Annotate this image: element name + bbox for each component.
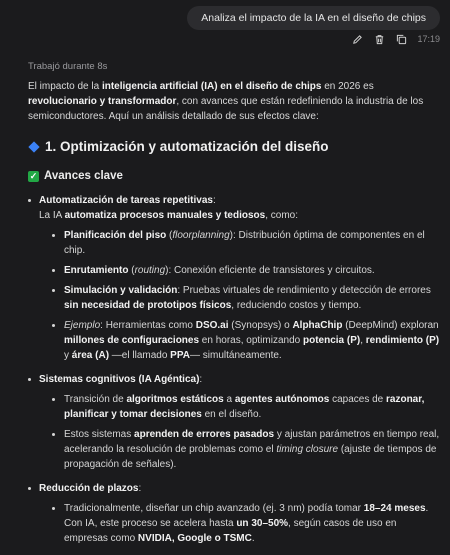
sub-bold: PPA [170, 350, 190, 361]
intro-bold: inteligencia artificial (IA) en el diseño de chips [101, 81, 322, 92]
sub-bold: Enrutamiento [64, 265, 129, 276]
sub-italic: routing [134, 265, 166, 276]
list-item [28, 372, 442, 387]
thinking-label[interactable]: Trabajó durante 8s [28, 61, 108, 72]
sub-text: (ajuste de tiempos de propagación de señales). [64, 444, 437, 470]
sub-bold: algoritmos estáticos [126, 394, 224, 405]
sub-bold: NVIDIA, Google o TSMC [137, 533, 252, 544]
sub-text: (Synopsys) o [228, 320, 293, 331]
sub-text: , reduciendo costos y tiempo. [231, 300, 362, 311]
intro-paragraph [28, 79, 442, 124]
user-message-bubble [187, 6, 440, 30]
sub-bold: DSO.ai [195, 320, 229, 331]
section-heading [28, 138, 442, 156]
sub-bold: Simulación y validación [64, 285, 178, 296]
sub-text: ( [128, 265, 135, 276]
sub-text: —el llamado [109, 350, 171, 361]
desc-bold: automatiza procesos manuales y tediosos [64, 210, 266, 221]
subsection-title: Avances clave [44, 170, 123, 182]
message-actions [351, 31, 440, 47]
sub-italic: timing closure [276, 444, 339, 455]
assistant-response [28, 59, 442, 555]
sub-bold: razonar, planificar y tomar decisiones [64, 394, 425, 420]
sub-text: capaces de [329, 394, 387, 405]
item-title: Automatización de tareas repetitivas [39, 195, 213, 206]
sub-italic: Ejemplo [64, 320, 101, 331]
copy-icon[interactable] [395, 33, 407, 45]
list-item [28, 481, 442, 496]
sub-bold: Planificación del piso [64, 230, 167, 241]
item-colon: : [199, 374, 203, 385]
item-colon: : [212, 195, 216, 206]
sub-bold: aprenden de errores pasados [134, 429, 275, 440]
trash-icon[interactable] [373, 33, 385, 45]
check-mark-icon: ✓ [29, 170, 38, 181]
sub-text: y [64, 350, 72, 361]
sub-text: — simultáneamente. [190, 350, 282, 361]
sub-bold: rendimiento (P) [365, 335, 440, 346]
list-item-reduction [28, 481, 442, 546]
sub-bold: AlphaChip [292, 320, 343, 331]
intro-text: en 2026 es [321, 81, 374, 92]
sub-bold: agentes autónomos [234, 394, 330, 405]
sub-text: a [223, 394, 235, 405]
sub-text: . [251, 533, 255, 544]
message-time: 17:19 [417, 33, 440, 44]
sub-item-simulation [52, 283, 442, 313]
item-title: Reducción de plazos [39, 483, 139, 494]
sub-text: . Con IA, este proceso se acelera hasta [64, 503, 429, 529]
sub-text: Tradicionalmente, diseñar un chip avanzado (ej. 3 nm) podía tomar [64, 503, 364, 514]
sub-item-floorplanning [52, 228, 442, 258]
blue-diamond-icon [28, 141, 39, 152]
sub-text: (DeepMind) exploran [342, 320, 439, 331]
subsection-heading [28, 168, 442, 184]
sub-text: Transición de [64, 394, 127, 405]
desc-text: , como: [265, 210, 298, 221]
user-message-text: Analiza el impacto de la IA en el diseño de chips [201, 12, 426, 24]
sub-text: , según casos de uso en empresas como [64, 518, 397, 544]
sub-item-agents [52, 392, 442, 422]
list-item-cognitive [28, 372, 442, 472]
intro-text: , con avances que están redefiniendo la industria de los semiconductores. Aquí un análisis detallado de sus efectos clave: [28, 96, 424, 122]
item-title: Sistemas cognitivos (IA Agéntica) [39, 374, 200, 385]
sub-italic: floorplanning [172, 230, 230, 241]
list-item-automation [28, 193, 442, 363]
sub-text: : Herramientas como [100, 320, 196, 331]
edit-icon[interactable] [351, 33, 363, 45]
sub-text: en horas, optimizando [199, 335, 303, 346]
sub-bold: 18–24 meses [363, 503, 426, 514]
sub-bold: millones de configuraciones [64, 335, 200, 346]
sub-text: y ajustan parámetros en tiempo real, acelerando la resolución de problemas como el [64, 429, 440, 455]
sub-bold: potencia (P) [302, 335, 361, 346]
sub-bold: un 30–50% [236, 518, 289, 529]
sub-item-timeline [52, 501, 442, 546]
desc-text: La IA [39, 210, 65, 221]
sub-text: ): Distribución óptima de componentes en el chip. [64, 230, 425, 256]
sub-bold: área (A) [71, 350, 110, 361]
list-item [28, 193, 442, 208]
sub-text: ): Conexión eficiente de transistores y circuitos. [165, 265, 375, 276]
sub-text: Estos sistemas [64, 429, 135, 440]
sub-item-example [52, 318, 442, 363]
sub-text: ( [166, 230, 173, 241]
sub-bold: sin necesidad de prototipos físicos [64, 300, 232, 311]
section-title: 1. Optimización y automatización del diseño [45, 139, 329, 154]
item-colon: : [138, 483, 142, 494]
sub-item-learning [52, 427, 442, 472]
sub-text: en el diseño. [201, 409, 262, 420]
sub-text: , [360, 335, 366, 346]
item-description [28, 208, 442, 223]
sub-item-routing [52, 263, 442, 278]
intro-bold: revolucionario y transformador [28, 96, 177, 107]
sub-text: : Pruebas virtuales de rendimiento y detección de errores [177, 285, 431, 296]
intro-text: El impacto de la [28, 81, 102, 92]
